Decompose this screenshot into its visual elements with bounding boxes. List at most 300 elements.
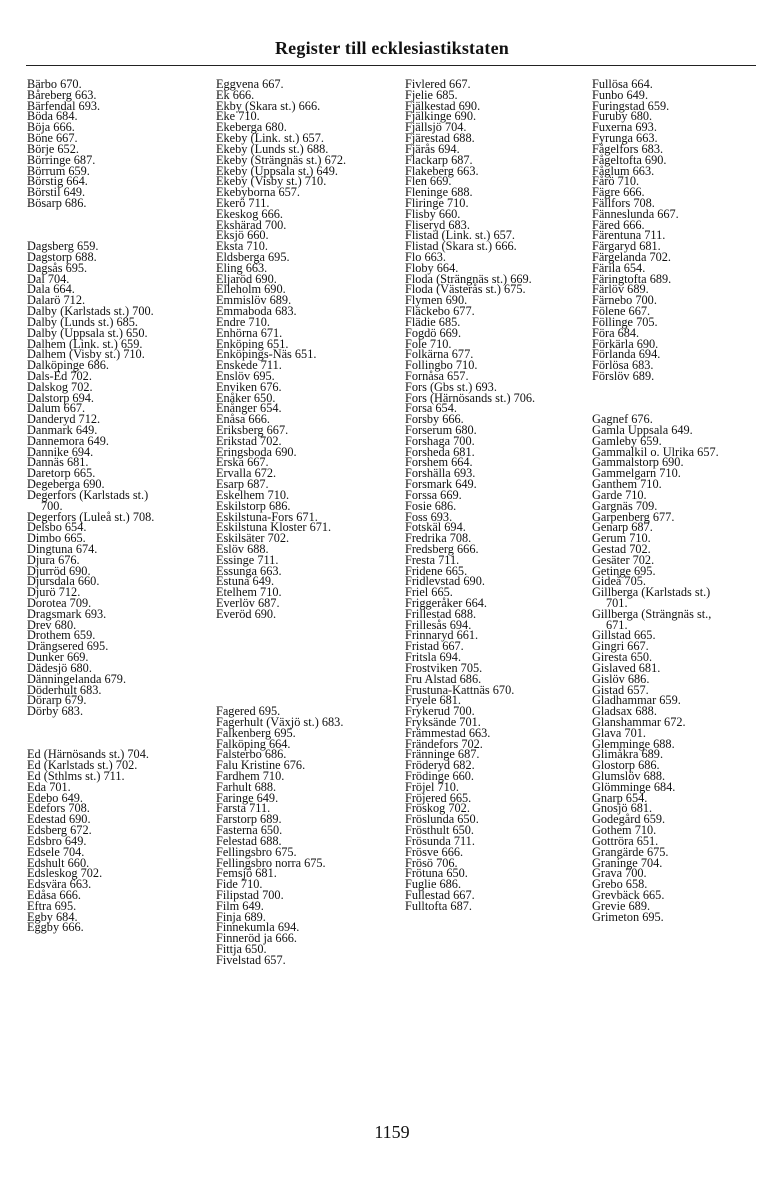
- index-entry: Finneröd ja 666.: [216, 931, 297, 946]
- index-entry: Ganthem 710.: [592, 477, 662, 492]
- index-entry: Dannike 694.: [27, 444, 94, 459]
- index-entry: Farstorp 689.: [216, 812, 282, 827]
- index-entry: Eslöv 688.: [216, 541, 269, 556]
- index-entry: Enslöv 695.: [216, 368, 275, 383]
- index-entry: Felestad 688.: [216, 833, 282, 848]
- index-entry: Färed 666.: [592, 217, 645, 232]
- index-entry: Ekeby (Lunds st.) 688.: [216, 141, 329, 156]
- index-entry: Erikstad 702.: [216, 433, 282, 448]
- index-entry: Flen 669.: [405, 174, 452, 189]
- index-entry: Börstil 649.: [27, 185, 86, 200]
- index-entry: Garde 710.: [592, 487, 647, 502]
- group-spacer: [27, 728, 154, 739]
- index-entry: Fjälkinge 690.: [405, 109, 477, 124]
- index-entry: Fide 710.: [216, 877, 263, 892]
- index-entry: Grevie 689.: [592, 898, 651, 913]
- index-entry: Ekeby (Visby st.) 710.: [216, 174, 327, 189]
- index-entry: Dagsås 695.: [27, 260, 88, 275]
- index-entry: Färlöv 689.: [592, 282, 649, 297]
- index-entry: Fresta 711.: [405, 552, 460, 567]
- index-entry: Dalby (Uppsala st.) 650.: [27, 325, 148, 340]
- index-entry: Drev 680.: [27, 617, 77, 632]
- header-rule: [26, 65, 756, 66]
- index-entry: Fors (Härnösands st.) 706.: [405, 390, 536, 405]
- index-entry: Eksjö 660.: [216, 228, 269, 243]
- index-entry: Enviken 676.: [216, 379, 282, 394]
- index-entry: Böda 684.: [27, 109, 78, 124]
- index-entry: Fjelie 685.: [405, 87, 458, 102]
- index-entry: Grebo 658.: [592, 877, 648, 892]
- index-entry: Fliseryd 683.: [405, 217, 470, 232]
- index-entry: Emmislöv 689.: [216, 293, 292, 308]
- index-entry: Dalhem (Visby st.) 710.: [27, 347, 145, 362]
- index-entry: Friggeråker 664.: [405, 596, 487, 610]
- index-entry: Delsbo 654.: [27, 520, 87, 535]
- index-entry: Fröjered 665.: [405, 790, 472, 805]
- index-entry: Fristad 667.: [405, 639, 464, 654]
- index-entry: Fölene 667.: [592, 304, 651, 319]
- index-entry: Fagerhult (Växjö st.) 683.: [216, 714, 344, 729]
- index-entry: Fågeltofta 690.: [592, 152, 667, 167]
- index-entry: Frillesås 694.: [405, 617, 472, 632]
- index-entry: Fliringe 710.: [405, 195, 469, 210]
- index-entry: Godegård 659.: [592, 812, 666, 827]
- index-entry: Dal 704.: [27, 271, 70, 286]
- index-entry: Främmestad 663.: [405, 725, 491, 740]
- index-entry: Eksta 710.: [216, 239, 268, 254]
- index-entry: Glumslöv 688.: [592, 769, 666, 783]
- page-title: Register till ecklesiastikstaten: [274, 38, 510, 58]
- index-entry: Börringe 687.: [27, 152, 96, 167]
- index-entry: Ekeby (Strängnäs st.) 672.: [216, 152, 347, 167]
- index-entry: Floda (Strängnäs st.) 669.: [405, 271, 532, 286]
- index-entry: Eftra 695.: [27, 898, 77, 913]
- index-entry: Danmark 649.: [27, 423, 98, 437]
- group-spacer: [27, 220, 154, 231]
- group-spacer: [216, 641, 346, 652]
- index-entry: Fjärås 694.: [405, 141, 460, 156]
- index-entry: Dunker 669.: [27, 650, 89, 665]
- index-entry: Fägre 666.: [592, 185, 645, 200]
- index-entry: Glemminge 688.: [592, 736, 675, 751]
- index-entry: Dannemora 649.: [27, 433, 109, 448]
- index-entry: Edefors 708.: [27, 801, 90, 816]
- index-entry: Friel 665.: [405, 585, 453, 600]
- index-entry: Erska 667.: [216, 455, 269, 470]
- index-column-4: [592, 79, 719, 922]
- index-entry: Dalum 667.: [27, 401, 86, 416]
- index-entry: Grangärde 675.: [592, 844, 669, 859]
- index-entry: Forsa 654.: [405, 401, 457, 416]
- index-entry: Farsta 711.: [216, 801, 271, 816]
- index-entry: Fuglie 686.: [405, 877, 462, 892]
- index-entry: Fröslunda 650.: [405, 812, 479, 827]
- index-entry: Gnosjö 681.: [592, 801, 653, 816]
- index-entry: Everöd 690.: [216, 606, 277, 621]
- index-entry: Forshälla 693.: [405, 466, 476, 481]
- index-entry: Finja 689.: [216, 909, 266, 924]
- index-entry: Dragsmark 693.: [27, 606, 107, 621]
- index-entry: Garpenberg 677.: [592, 509, 675, 524]
- index-entry: Dorotea 709.: [27, 596, 92, 610]
- index-entry: Ekerö 711.: [216, 195, 270, 210]
- index-entry: Dädesjö 680.: [27, 660, 92, 675]
- index-entry: Degeberga 690.: [27, 477, 105, 492]
- index-entry: Falköping 664.: [216, 736, 291, 751]
- index-entry: Elleholm 690.: [216, 282, 286, 297]
- index-entry: Böne 667.: [27, 131, 78, 146]
- index-entry: Fellingsbro norra 675.: [216, 855, 326, 870]
- index-entry: Frändefors 702.: [405, 736, 483, 751]
- index-entry: Börstig 664.: [27, 174, 88, 189]
- index-entry: Fullestad 667.: [405, 887, 475, 902]
- index-entry: Graninge 704.: [592, 855, 663, 870]
- index-entry: Gillberga (Karlstads st.): [592, 585, 711, 600]
- index-entry: Frillestad 688.: [405, 606, 477, 621]
- index-entry: Färila 654.: [592, 260, 646, 275]
- index-entry: Fåglum 663.: [592, 163, 655, 178]
- index-entry: Fritsla 694.: [405, 650, 462, 665]
- index-entry: Gladhammar 659.: [592, 693, 681, 708]
- index-entry: Enköpings-Näs 651.: [216, 347, 317, 362]
- index-entry: Eskilstuna-Fors 671.: [216, 509, 318, 524]
- index-entry: 701.: [606, 596, 628, 610]
- index-entry: Fittja 650.: [216, 942, 267, 956]
- index-entry: Dänningelanda 679.: [27, 671, 127, 686]
- index-entry: Föra 684.: [592, 325, 640, 340]
- index-entry: Forshem 664.: [405, 455, 473, 470]
- index-entry: Enköping 651.: [216, 336, 289, 351]
- group-spacer: [216, 620, 346, 631]
- group-spacer: [216, 652, 346, 663]
- index-entry: Förkärla 690.: [592, 336, 659, 351]
- index-entry: Frösunda 711.: [405, 833, 475, 848]
- index-entry: Gammelgarn 710.: [592, 466, 681, 481]
- index-entry: Degerfors (Karlstads st.): [27, 487, 149, 502]
- page-number: 1159: [374, 1122, 410, 1142]
- index-entry: Dagsberg 659.: [27, 239, 99, 254]
- index-entry: Fågelfors 683.: [592, 141, 664, 156]
- index-entry: Dala 664.: [27, 282, 75, 297]
- index-entry: Djurröd 690.: [27, 563, 91, 578]
- index-entry: Förlanda 694.: [592, 347, 661, 362]
- index-entry: Gideå 705.: [592, 574, 646, 589]
- index-entry: Eke 710.: [216, 109, 260, 124]
- index-entry: Eskelhem 710.: [216, 487, 290, 502]
- index-entry: Esarp 687.: [216, 477, 269, 492]
- index-entry: Ekebyborna 657.: [216, 185, 301, 200]
- index-entry: Gesäter 702.: [592, 552, 655, 567]
- index-entry: Bärbo 670.: [27, 77, 82, 91]
- index-entry: Folkärna 677.: [405, 347, 474, 362]
- index-entry: Emmaboda 683.: [216, 304, 297, 319]
- index-entry: Ekby (Skara st.) 666.: [216, 98, 321, 113]
- index-entry: Glimåkra 689.: [592, 747, 664, 762]
- index-entry: Dannäs 681.: [27, 455, 89, 470]
- index-entry: Flakeberg 663.: [405, 163, 479, 178]
- index-entry: Dingtuna 674.: [27, 541, 98, 556]
- index-entry: Essinge 711.: [216, 552, 279, 567]
- index-entry: Gladsax 688.: [592, 704, 657, 719]
- group-spacer: [216, 630, 346, 641]
- index-entry: Börrum 659.: [27, 163, 90, 178]
- index-entry: Glömminge 684.: [592, 779, 676, 794]
- index-entry: Everlöv 687.: [216, 596, 280, 610]
- index-entry: Dagstorp 688.: [27, 250, 97, 264]
- index-entry: Fuxerna 693.: [592, 120, 657, 135]
- index-entry: Edsberg 672.: [27, 823, 92, 838]
- index-entry: Fränninge 687.: [405, 747, 480, 762]
- index-entry: Eljaröd 690.: [216, 271, 277, 286]
- index-column-1: [27, 79, 154, 933]
- index-entry: Edsbro 649.: [27, 833, 87, 848]
- index-entry: Forsheda 681.: [405, 444, 475, 459]
- index-entry: Dalby (Karlstads st.) 700.: [27, 304, 154, 319]
- index-entry: Flädie 685.: [405, 314, 461, 329]
- index-entry: Gamleby 659.: [592, 433, 662, 448]
- index-entry: Flistad (Link. st.) 657.: [405, 228, 515, 243]
- index-entry: Fivelstad 657.: [216, 952, 286, 967]
- index-entry: Grava 700.: [592, 866, 647, 881]
- index-entry: Dalby (Lunds st.) 685.: [27, 314, 139, 329]
- index-entry: Furingstad 659.: [592, 98, 670, 113]
- index-entry: Frösthult 650.: [405, 823, 475, 838]
- index-entry: Fjälkestad 690.: [405, 98, 481, 113]
- index-entry: Enskede 711.: [216, 358, 282, 373]
- index-entry: Eskilstorp 686.: [216, 498, 291, 513]
- index-entry: Flistad (Skara st.) 666.: [405, 239, 517, 254]
- index-entry: Fläckebo 677.: [405, 304, 475, 319]
- index-entry: Fröjel 710.: [405, 779, 459, 794]
- index-entry: Funbo 649.: [592, 87, 649, 102]
- index-entry: Eldsberga 695.: [216, 250, 290, 264]
- index-entry: Fornåsa 657.: [405, 368, 469, 383]
- index-entry: Farhult 688.: [216, 779, 277, 794]
- index-entry: Flo 663.: [405, 250, 446, 264]
- index-entry: Fole 710.: [405, 336, 452, 351]
- index-entry: Edsleskog 702.: [27, 866, 103, 881]
- index-entry: Fröderyd 682.: [405, 758, 475, 773]
- index-entry: Fredsberg 666.: [405, 541, 479, 556]
- index-entry: Genarp 687.: [592, 520, 653, 535]
- index-entry: Forsmark 649.: [405, 477, 477, 492]
- index-entry: Eling 663.: [216, 260, 268, 275]
- index-entry: Fors (Gbs st.) 693.: [405, 379, 497, 394]
- index-entry: Gistad 657.: [592, 682, 649, 697]
- index-entry: Flackarp 687.: [405, 152, 473, 167]
- index-entry: Fridlevstad 690.: [405, 574, 485, 589]
- index-entry: Femsjö 681.: [216, 866, 277, 881]
- index-entry: Floda (Västerås st.) 675.: [405, 282, 526, 297]
- index-entry: Film 649.: [216, 898, 264, 913]
- index-entry: Falkenberg 695.: [216, 725, 296, 740]
- index-entry: Fagered 695.: [216, 704, 281, 719]
- index-entry: 671.: [606, 617, 628, 632]
- index-entry: Flymen 690.: [405, 293, 468, 308]
- index-entry: Enånger 654.: [216, 401, 282, 416]
- index-entry: Gislaved 681.: [592, 660, 661, 675]
- index-entry: Dalskog 702.: [27, 379, 93, 394]
- index-entry: Frostviken 705.: [405, 660, 483, 675]
- index-entry: Färgaryd 681.: [592, 239, 661, 254]
- index-entry: Djurö 712.: [27, 585, 81, 600]
- index-entry: Frinnaryd 661.: [405, 628, 479, 643]
- index-entry: Endre 710.: [216, 314, 270, 329]
- index-entry: Förslöv 689.: [592, 368, 655, 383]
- index-entry: Falu Kristine 676.: [216, 758, 306, 773]
- index-entry: Ekeby (Uppsala st.) 649.: [216, 163, 338, 178]
- index-entry: Ekshärad 700.: [216, 217, 287, 232]
- index-entry: Bärfendal 693.: [27, 98, 101, 113]
- index-entry: Gingri 667.: [592, 639, 649, 654]
- index-entry: Forssa 669.: [405, 487, 462, 502]
- index-entry: Ed (Härnösands st.) 704.: [27, 747, 149, 762]
- index-entry: Ed (Karlstads st.) 702.: [27, 758, 138, 773]
- index-entry: Forshaga 700.: [405, 433, 475, 448]
- index-entry: Fogdö 669.: [405, 325, 462, 340]
- index-entry: Gislöv 686.: [592, 671, 650, 686]
- index-entry: Glanshammar 672.: [592, 714, 686, 729]
- index-entry: Ekeberga 680.: [216, 120, 287, 135]
- index-entry: Flisby 660.: [405, 206, 461, 221]
- index-entry: Foss 693.: [405, 509, 453, 524]
- index-entry: Egby 684.: [27, 909, 78, 924]
- index-entry: Fulltofta 687.: [405, 898, 472, 913]
- index-entry: Enåsa 666.: [216, 412, 270, 427]
- index-entry: Glava 701.: [592, 725, 646, 740]
- index-entry: Gnarp 654.: [592, 790, 648, 805]
- index-entry: Floby 664.: [405, 260, 459, 275]
- index-entry: Faringe 649.: [216, 790, 279, 805]
- index-entry: Frustuna-Kattnäs 670.: [405, 682, 515, 697]
- index-entry: Fryksände 701.: [405, 714, 481, 729]
- index-entry: Fyrunga 663.: [592, 131, 658, 146]
- index-entry: Giresta 650.: [592, 650, 653, 665]
- index-entry: Eskilsäter 702.: [216, 531, 290, 546]
- index-entry: Essunga 663.: [216, 563, 282, 578]
- index-entry: Fredrika 708.: [405, 531, 472, 546]
- index-entry: Fryele 681.: [405, 693, 462, 708]
- index-entry: Dörarp 679.: [27, 693, 87, 708]
- index-entry: Edshult 660.: [27, 855, 90, 870]
- index-entry: Gottröra 651.: [592, 833, 659, 848]
- index-entry: Eggby 666.: [27, 920, 84, 935]
- index-entry: Glostorp 686.: [592, 758, 660, 773]
- index-entry: Föllinge 705.: [592, 314, 658, 329]
- index-entry: Färentuna 711.: [592, 228, 666, 243]
- index-entry: Edestad 690.: [27, 812, 91, 827]
- index-entry: Dalarö 712.: [27, 293, 86, 308]
- index-entry: Fridene 665.: [405, 563, 468, 578]
- group-spacer: [27, 717, 154, 728]
- index-entry: Gothem 710.: [592, 823, 657, 838]
- index-entry: Fotskäl 694.: [405, 520, 466, 535]
- index-entry: Falsterbo 686.: [216, 747, 287, 762]
- index-entry: Drängsered 695.: [27, 639, 109, 654]
- index-entry: Fröskog 702.: [405, 801, 470, 816]
- index-entry: Dalstorp 694.: [27, 390, 94, 405]
- index-entry: Frykerud 700.: [405, 704, 475, 719]
- index-entry: Börje 652.: [27, 141, 79, 156]
- index-entry: Gargnäs 709.: [592, 498, 658, 513]
- index-entry: Fasterna 650.: [216, 823, 283, 838]
- index-entry: Döderhult 683.: [27, 682, 102, 697]
- group-spacer: [592, 382, 719, 393]
- index-entry: Gammalstorp 690.: [592, 455, 684, 470]
- index-entry: Ervalla 672.: [216, 466, 277, 481]
- index-entry: Follingbo 710.: [405, 358, 478, 373]
- index-entry: Fullösa 664.: [592, 77, 653, 91]
- index-entry: Gillstad 665.: [592, 628, 656, 643]
- index-entry: Eskilstuna Kloster 671.: [216, 520, 332, 535]
- index-entry: Ekeskog 666.: [216, 206, 283, 221]
- index-entry: Fivlered 667.: [405, 77, 471, 91]
- index-entry: Furuby 680.: [592, 109, 653, 124]
- index-column-3: [405, 79, 535, 912]
- index-entry: Färnebo 700.: [592, 293, 657, 308]
- index-entry: Frötuna 650.: [405, 866, 468, 881]
- index-entry: Estuna 649.: [216, 574, 275, 589]
- index-entry: Fleninge 688.: [405, 185, 473, 200]
- index-entry: Eda 701.: [27, 779, 71, 794]
- index-entry: Fänneslunda 667.: [592, 206, 679, 221]
- index-entry: Degerfors (Luleå st.) 708.: [27, 509, 155, 524]
- index-entry: Frödinge 660.: [405, 769, 474, 783]
- index-entry: Gerum 710.: [592, 531, 651, 546]
- index-entry: Fårö 710.: [592, 174, 640, 189]
- index-entry: Frösve 666.: [405, 844, 464, 859]
- index-entry: Ed (Sthlms st.) 711.: [27, 769, 125, 783]
- index-entry: Ekeby (Link. st.) 657.: [216, 131, 324, 146]
- index-entry: Dals-Ed 702.: [27, 368, 92, 383]
- index-entry: Grevbäck 665.: [592, 887, 665, 902]
- index-entry: Färingtofta 689.: [592, 271, 672, 286]
- index-entry: Frösö 706.: [405, 855, 458, 870]
- index-entry: Edsvära 663.: [27, 877, 92, 892]
- index-entry: Dimbo 665.: [27, 531, 86, 546]
- index-entry: Fjällsjö 704.: [405, 120, 467, 135]
- index-entry: Fardhem 710.: [216, 769, 285, 783]
- index-entry: Ek 666.: [216, 87, 255, 102]
- index-entry: Dalhem (Link. st.) 659.: [27, 336, 143, 351]
- index-entry: Fru Alstad 686.: [405, 671, 482, 686]
- index-entry: Fellingsbro 675.: [216, 844, 297, 859]
- index-entry: Forserum 680.: [405, 423, 477, 437]
- index-entry: Dörby 683.: [27, 704, 84, 719]
- index-entry: Edebo 649.: [27, 790, 84, 805]
- index-entry: Fosie 686.: [405, 498, 457, 513]
- index-entry: Gammalkil o. Ulrika 657.: [592, 444, 719, 459]
- index-entry: Enhörna 671.: [216, 325, 283, 340]
- index-entry: Förlösa 683.: [592, 358, 654, 373]
- index-entry: Filipstad 700.: [216, 887, 284, 902]
- index-entry: Enåker 650.: [216, 390, 276, 405]
- index-entry: Danderyd 712.: [27, 412, 101, 427]
- group-spacer: [592, 393, 719, 404]
- index-entry: Eringsboda 690.: [216, 444, 297, 459]
- index-entry: Eggvena 667.: [216, 77, 284, 91]
- group-spacer: [27, 209, 154, 220]
- index-entry: Getinge 695.: [592, 563, 656, 578]
- index-entry: Forsby 666.: [405, 412, 464, 427]
- index-entry: 700.: [41, 498, 63, 513]
- index-entry: Daretorp 665.: [27, 466, 96, 481]
- index-entry: Djura 676.: [27, 552, 80, 567]
- index-entry: Finnekumla 694.: [216, 920, 300, 935]
- index-entry: Färgelanda 702.: [592, 250, 671, 264]
- index-entry: Båreberg 663.: [27, 87, 97, 102]
- index-entry: Eriksberg 667.: [216, 423, 289, 437]
